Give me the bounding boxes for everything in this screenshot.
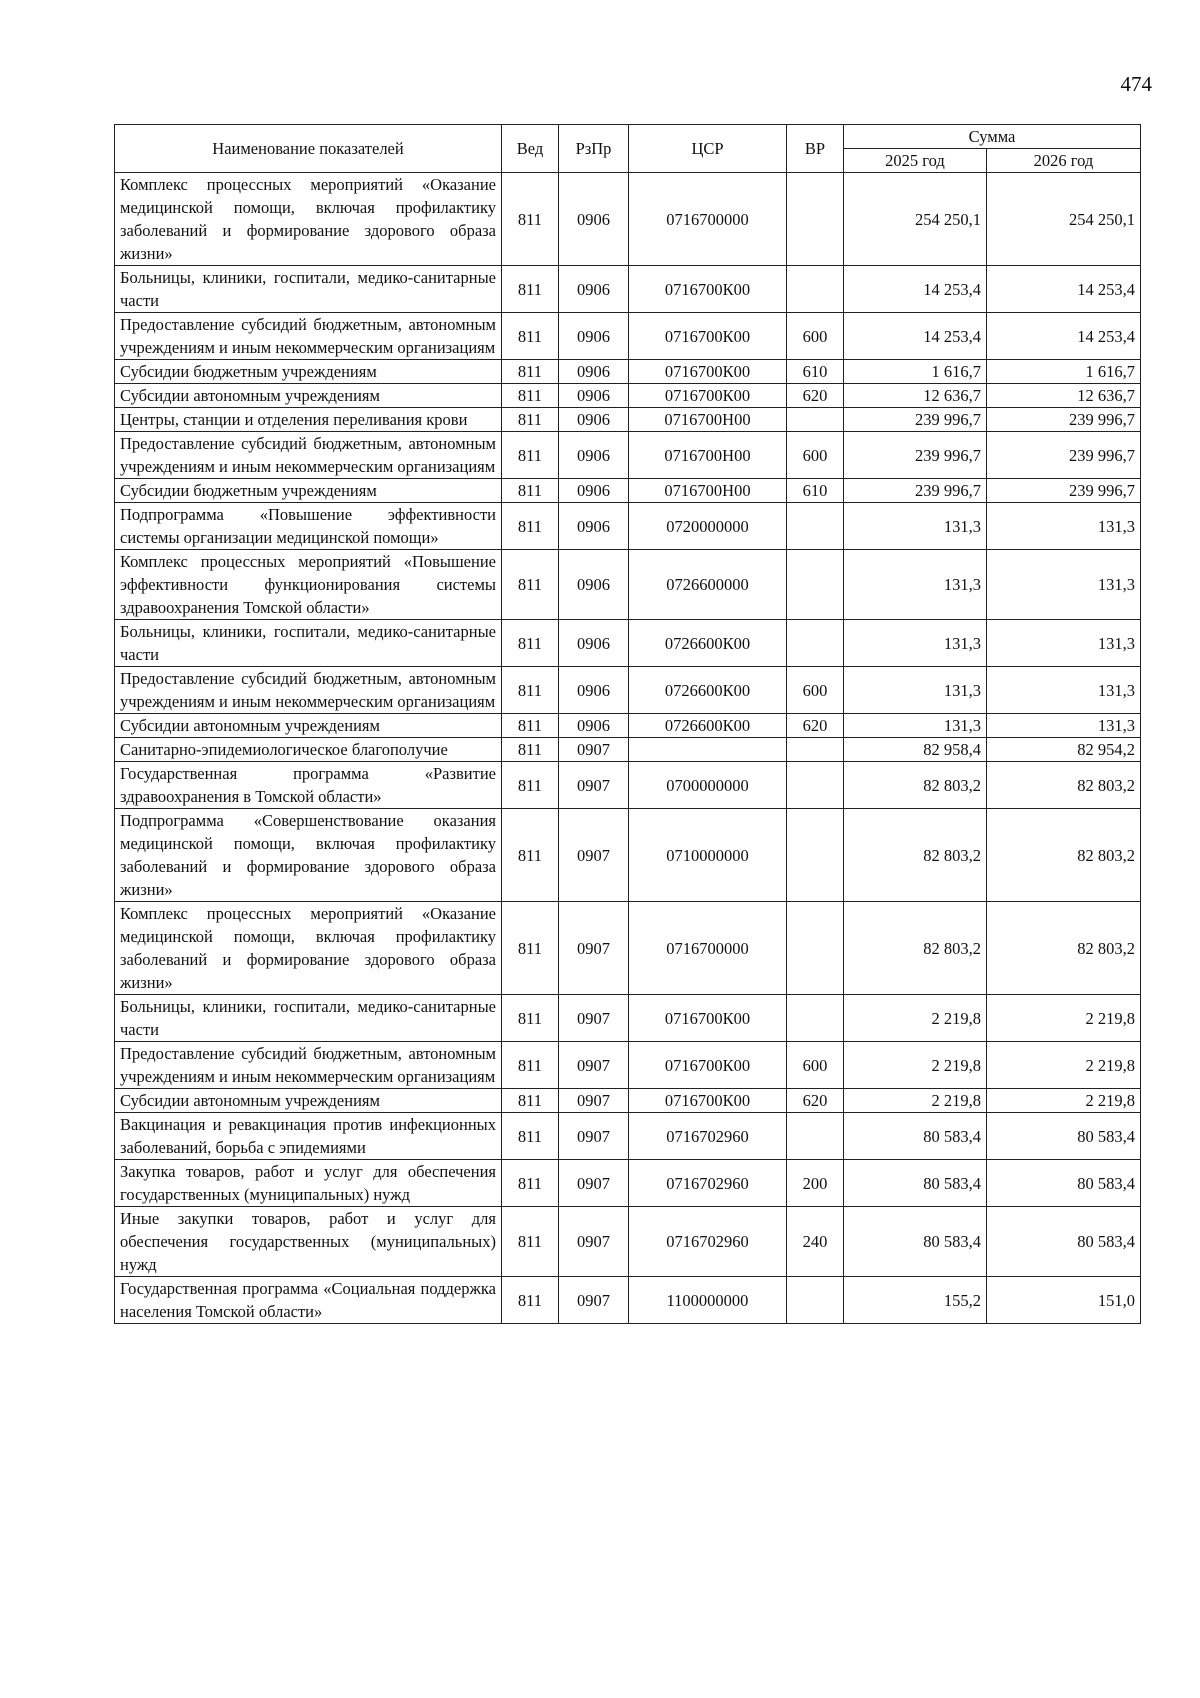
row-ved: 811 [502, 384, 559, 408]
row-csr: 0716702960 [629, 1113, 787, 1160]
row-csr: 0716700К00 [629, 1042, 787, 1089]
table-row [115, 667, 1141, 714]
budget-table [114, 124, 1141, 1324]
header-vr: ВР [787, 125, 844, 173]
row-vr [787, 408, 844, 432]
row-sum-2026: 131,3 [987, 503, 1141, 550]
table-body [115, 173, 1141, 1324]
row-csr: 0716700К00 [629, 995, 787, 1042]
header-rzpr: РзПр [559, 125, 629, 173]
row-name: Иные закупки товаров, работ и услуг для обеспечения государственных (муниципальных) нужд [115, 1207, 502, 1277]
row-rzpr: 0906 [559, 173, 629, 266]
row-csr: 0716700000 [629, 902, 787, 995]
row-name: Субсидии бюджетным учреждениям [115, 360, 502, 384]
table-row [115, 1089, 1141, 1113]
row-sum-2025: 131,3 [844, 550, 987, 620]
row-rzpr: 0907 [559, 1113, 629, 1160]
row-ved: 811 [502, 902, 559, 995]
header-year-2026: 2026 год [987, 149, 1141, 173]
row-name: Комплекс процессных мероприятий «Оказание медицинской помощи, включая профилактику заболеваний и формирование здорового образа жизни» [115, 173, 502, 266]
row-name: Предоставление субсидий бюджетным, автономным учреждениям и иным некоммерческим организациям [115, 432, 502, 479]
row-ved: 811 [502, 173, 559, 266]
row-vr: 600 [787, 432, 844, 479]
row-sum-2025: 2 219,8 [844, 995, 987, 1042]
row-rzpr: 0907 [559, 762, 629, 809]
row-rzpr: 0906 [559, 667, 629, 714]
row-csr: 0726600К00 [629, 620, 787, 667]
table-row [115, 995, 1141, 1042]
row-rzpr: 0907 [559, 1160, 629, 1207]
row-name: Субсидии автономным учреждениям [115, 714, 502, 738]
row-csr: 0720000000 [629, 503, 787, 550]
row-name: Государственная программа «Социальная поддержка населения Томской области» [115, 1277, 502, 1324]
row-sum-2025: 239 996,7 [844, 432, 987, 479]
row-rzpr: 0907 [559, 902, 629, 995]
row-sum-2025: 82 803,2 [844, 809, 987, 902]
table-row [115, 714, 1141, 738]
row-ved: 811 [502, 313, 559, 360]
row-rzpr: 0907 [559, 1042, 629, 1089]
row-csr: 0700000000 [629, 762, 787, 809]
row-vr [787, 762, 844, 809]
row-vr [787, 995, 844, 1042]
row-name: Предоставление субсидий бюджетным, автономным учреждениям и иным некоммерческим организациям [115, 667, 502, 714]
table-row [115, 266, 1141, 313]
row-csr: 0716702960 [629, 1160, 787, 1207]
row-ved: 811 [502, 1042, 559, 1089]
row-ved: 811 [502, 714, 559, 738]
row-csr: 0716700К00 [629, 360, 787, 384]
row-sum-2026: 14 253,4 [987, 313, 1141, 360]
row-csr: 0716700Н00 [629, 408, 787, 432]
header-name: Наименование показателей [115, 125, 502, 173]
row-vr: 200 [787, 1160, 844, 1207]
row-ved: 811 [502, 667, 559, 714]
header-year-2025: 2025 год [844, 149, 987, 173]
row-rzpr: 0906 [559, 408, 629, 432]
row-rzpr: 0906 [559, 313, 629, 360]
table-row [115, 384, 1141, 408]
row-rzpr: 0907 [559, 738, 629, 762]
table-row [115, 809, 1141, 902]
table-row [115, 1207, 1141, 1277]
row-sum-2026: 239 996,7 [987, 432, 1141, 479]
row-sum-2025: 131,3 [844, 503, 987, 550]
table-row [115, 408, 1141, 432]
row-vr: 610 [787, 479, 844, 503]
row-ved: 811 [502, 738, 559, 762]
row-sum-2025: 2 219,8 [844, 1042, 987, 1089]
row-rzpr: 0906 [559, 620, 629, 667]
row-sum-2026: 2 219,8 [987, 1042, 1141, 1089]
row-vr: 600 [787, 1042, 844, 1089]
row-sum-2026: 82 803,2 [987, 809, 1141, 902]
row-ved: 811 [502, 360, 559, 384]
row-vr: 600 [787, 667, 844, 714]
row-name: Комплекс процессных мероприятий «Повышение эффективности функционирования системы здравоохранения Томской области» [115, 550, 502, 620]
row-ved: 811 [502, 479, 559, 503]
row-sum-2026: 131,3 [987, 620, 1141, 667]
row-vr [787, 809, 844, 902]
row-rzpr: 0906 [559, 479, 629, 503]
row-vr [787, 173, 844, 266]
row-rzpr: 0906 [559, 384, 629, 408]
table-row [115, 1113, 1141, 1160]
row-name: Предоставление субсидий бюджетным, автономным учреждениям и иным некоммерческим организациям [115, 313, 502, 360]
row-name: Субсидии бюджетным учреждениям [115, 479, 502, 503]
row-ved: 811 [502, 1160, 559, 1207]
row-sum-2026: 82 954,2 [987, 738, 1141, 762]
table-row [115, 360, 1141, 384]
row-vr: 240 [787, 1207, 844, 1277]
row-ved: 811 [502, 432, 559, 479]
header-sum: Сумма [844, 125, 1141, 149]
row-sum-2025: 82 803,2 [844, 762, 987, 809]
row-csr [629, 738, 787, 762]
row-sum-2026: 1 616,7 [987, 360, 1141, 384]
row-sum-2025: 131,3 [844, 620, 987, 667]
row-csr: 0726600К00 [629, 714, 787, 738]
row-rzpr: 0906 [559, 360, 629, 384]
row-csr: 0726600000 [629, 550, 787, 620]
row-vr: 620 [787, 1089, 844, 1113]
row-csr: 0716702960 [629, 1207, 787, 1277]
row-ved: 811 [502, 503, 559, 550]
table-row [115, 738, 1141, 762]
row-name: Субсидии автономным учреждениям [115, 384, 502, 408]
row-vr [787, 902, 844, 995]
table-row [115, 479, 1141, 503]
row-vr: 620 [787, 384, 844, 408]
row-csr: 0716700К00 [629, 313, 787, 360]
row-rzpr: 0906 [559, 714, 629, 738]
row-csr: 0716700Н00 [629, 479, 787, 503]
row-sum-2025: 82 958,4 [844, 738, 987, 762]
row-ved: 811 [502, 1277, 559, 1324]
row-ved: 811 [502, 620, 559, 667]
row-sum-2026: 254 250,1 [987, 173, 1141, 266]
row-rzpr: 0906 [559, 550, 629, 620]
row-sum-2025: 131,3 [844, 667, 987, 714]
table-row [115, 313, 1141, 360]
row-name: Больницы, клиники, госпитали, медико-санитарные части [115, 995, 502, 1042]
row-csr: 0710000000 [629, 809, 787, 902]
row-sum-2026: 80 583,4 [987, 1113, 1141, 1160]
row-rzpr: 0907 [559, 1277, 629, 1324]
row-sum-2026: 80 583,4 [987, 1207, 1141, 1277]
row-csr: 0716700000 [629, 173, 787, 266]
page-number: 474 [1120, 72, 1152, 96]
row-csr: 1100000000 [629, 1277, 787, 1324]
row-sum-2025: 2 219,8 [844, 1089, 987, 1113]
row-name: Закупка товаров, работ и услуг для обеспечения государственных (муниципальных) нужд [115, 1160, 502, 1207]
row-sum-2026: 131,3 [987, 714, 1141, 738]
row-rzpr: 0907 [559, 1089, 629, 1113]
row-vr [787, 266, 844, 313]
row-vr [787, 1277, 844, 1324]
table-row [115, 432, 1141, 479]
row-name: Субсидии автономным учреждениям [115, 1089, 502, 1113]
row-ved: 811 [502, 1113, 559, 1160]
row-name: Больницы, клиники, госпитали, медико-санитарные части [115, 620, 502, 667]
row-sum-2026: 2 219,8 [987, 1089, 1141, 1113]
row-sum-2025: 82 803,2 [844, 902, 987, 995]
table-row [115, 550, 1141, 620]
row-csr: 0716700К00 [629, 266, 787, 313]
row-sum-2026: 82 803,2 [987, 762, 1141, 809]
row-sum-2026: 131,3 [987, 550, 1141, 620]
row-rzpr: 0906 [559, 503, 629, 550]
row-ved: 811 [502, 1089, 559, 1113]
row-sum-2025: 1 616,7 [844, 360, 987, 384]
header-ved: Вед [502, 125, 559, 173]
row-sum-2025: 12 636,7 [844, 384, 987, 408]
row-sum-2025: 14 253,4 [844, 313, 987, 360]
row-name: Подпрограмма «Совершенствование оказания медицинской помощи, включая профилактику заболеваний и формирование здорового образа жизни» [115, 809, 502, 902]
row-name: Предоставление субсидий бюджетным, автономным учреждениям и иным некоммерческим организациям [115, 1042, 502, 1089]
row-ved: 811 [502, 1207, 559, 1277]
row-rzpr: 0907 [559, 809, 629, 902]
row-ved: 811 [502, 809, 559, 902]
row-ved: 811 [502, 995, 559, 1042]
row-csr: 0716700К00 [629, 1089, 787, 1113]
row-sum-2026: 82 803,2 [987, 902, 1141, 995]
header-csr: ЦСР [629, 125, 787, 173]
row-csr: 0716700К00 [629, 384, 787, 408]
row-vr: 620 [787, 714, 844, 738]
row-vr [787, 738, 844, 762]
row-sum-2025: 80 583,4 [844, 1160, 987, 1207]
row-sum-2025: 239 996,7 [844, 408, 987, 432]
row-ved: 811 [502, 408, 559, 432]
row-sum-2026: 12 636,7 [987, 384, 1141, 408]
row-name: Комплекс процессных мероприятий «Оказание медицинской помощи, включая профилактику заболеваний и формирование здорового образа жизни» [115, 902, 502, 995]
row-sum-2026: 151,0 [987, 1277, 1141, 1324]
row-name: Центры, станции и отделения переливания крови [115, 408, 502, 432]
row-csr: 0726600К00 [629, 667, 787, 714]
table-row [115, 1042, 1141, 1089]
row-vr: 610 [787, 360, 844, 384]
row-name: Подпрограмма «Повышение эффективности системы организации медицинской помощи» [115, 503, 502, 550]
table-row [115, 620, 1141, 667]
row-rzpr: 0907 [559, 1207, 629, 1277]
row-name: Вакцинация и ревакцинация против инфекционных заболеваний, борьба с эпидемиями [115, 1113, 502, 1160]
row-sum-2025: 155,2 [844, 1277, 987, 1324]
row-rzpr: 0906 [559, 266, 629, 313]
row-vr [787, 550, 844, 620]
row-ved: 811 [502, 550, 559, 620]
row-sum-2026: 2 219,8 [987, 995, 1141, 1042]
row-vr: 600 [787, 313, 844, 360]
row-sum-2025: 131,3 [844, 714, 987, 738]
table-row [115, 762, 1141, 809]
row-ved: 811 [502, 762, 559, 809]
row-sum-2026: 14 253,4 [987, 266, 1141, 313]
row-sum-2026: 239 996,7 [987, 479, 1141, 503]
row-rzpr: 0906 [559, 432, 629, 479]
row-sum-2025: 239 996,7 [844, 479, 987, 503]
row-name: Государственная программа «Развитие здравоохранения в Томской области» [115, 762, 502, 809]
table-row [115, 1160, 1141, 1207]
row-sum-2026: 80 583,4 [987, 1160, 1141, 1207]
row-ved: 811 [502, 266, 559, 313]
row-rzpr: 0907 [559, 995, 629, 1042]
row-vr [787, 620, 844, 667]
table-header [115, 125, 1141, 173]
row-sum-2025: 80 583,4 [844, 1113, 987, 1160]
row-name: Санитарно-эпидемиологическое благополучие [115, 738, 502, 762]
table-row [115, 173, 1141, 266]
row-sum-2026: 239 996,7 [987, 408, 1141, 432]
row-sum-2025: 14 253,4 [844, 266, 987, 313]
row-sum-2025: 254 250,1 [844, 173, 987, 266]
row-sum-2025: 80 583,4 [844, 1207, 987, 1277]
table-row [115, 503, 1141, 550]
row-sum-2026: 131,3 [987, 667, 1141, 714]
row-vr [787, 503, 844, 550]
row-csr: 0716700Н00 [629, 432, 787, 479]
table-row [115, 1277, 1141, 1324]
row-vr [787, 1113, 844, 1160]
row-name: Больницы, клиники, госпитали, медико-санитарные части [115, 266, 502, 313]
table-row [115, 902, 1141, 995]
